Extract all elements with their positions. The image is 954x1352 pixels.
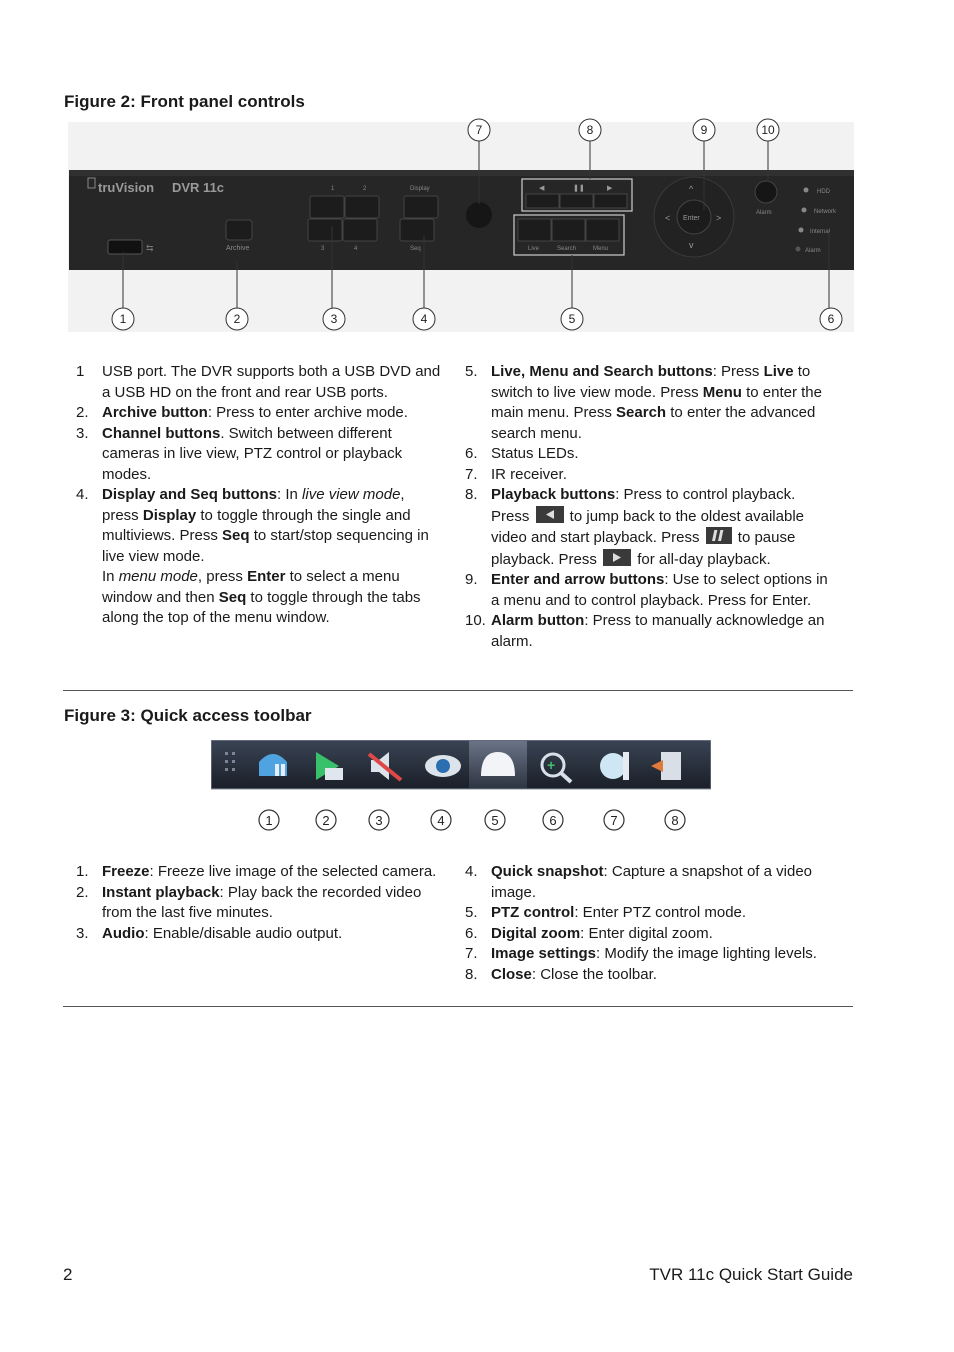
svg-text:❚❚: ❚❚ <box>573 185 585 192</box>
callout-5: 5 <box>568 312 576 326</box>
list-item: 2. Instant playback: Play back the recorded video from the last five minutes. <box>76 883 422 921</box>
svg-text:Seq: Seq <box>410 246 421 252</box>
archive-button <box>226 220 252 240</box>
brand-logo-text: truVision <box>98 180 155 195</box>
list-item: 4. Quick snapshot: Capture a snapshot of a video image. <box>465 863 813 901</box>
svg-text:v: v <box>689 240 694 250</box>
figure-2-left-list <box>76 362 444 629</box>
list-item: 10. Alarm button: Press to manually acknowledge an alarm. <box>465 612 825 650</box>
callout-9: 9 <box>700 123 708 137</box>
usb-port <box>108 240 142 254</box>
callout-1: 1 <box>119 312 127 326</box>
svg-text:2: 2 <box>363 186 367 192</box>
list-item: 2. Archive button: Press to enter archive mode. <box>76 404 408 421</box>
svg-text:Enter: Enter <box>683 215 700 222</box>
quick-access-toolbar <box>211 740 711 790</box>
list-item: 6. Digital zoom: Enter digital zoom. <box>465 924 713 942</box>
list-item: 3. Channel buttons. Switch between different cameras in live view, PTZ control or playback modes. <box>76 424 403 483</box>
callout-10: 10 <box>761 123 775 137</box>
front-panel-diagram <box>60 112 860 337</box>
svg-text:⇆: ⇆ <box>146 243 154 253</box>
list-item: 9. Enter and arrow buttons: Use to select options in a menu and to control playback. Press for Enter. <box>465 571 828 609</box>
toolbar-callout-8: 8 <box>671 813 679 828</box>
svg-text:Search: Search <box>557 246 577 252</box>
display-button <box>404 196 438 218</box>
rewind-icon <box>536 506 564 523</box>
callout-8: 8 <box>586 123 594 137</box>
channel-button-3 <box>308 219 342 241</box>
figure-2-right-list <box>465 362 837 652</box>
svg-text:Display: Display <box>410 186 430 192</box>
list-item: 6. Status LEDs. <box>465 445 579 462</box>
svg-text:◀: ◀ <box>539 185 545 192</box>
guide-title: TVR 11c Quick Start Guide <box>649 1265 853 1284</box>
svg-text:HDD: HDD <box>817 189 830 195</box>
pause-icon <box>706 527 732 544</box>
svg-text:4: 4 <box>354 246 358 252</box>
figure-3-left-list <box>76 862 444 944</box>
svg-text:>: > <box>716 213 722 223</box>
callout-2: 2 <box>233 312 241 326</box>
ir-receiver <box>466 202 492 228</box>
list-item: 7. Image settings: Modify the image lighting levels. <box>465 945 817 962</box>
channel-button-1 <box>310 196 344 218</box>
toolbar-callout-6: 6 <box>549 813 557 828</box>
list-item: 8. Close: Close the toolbar. <box>465 965 657 983</box>
svg-text:Live: Live <box>528 246 540 252</box>
channel-button-4 <box>343 219 377 241</box>
page-number: 2 <box>63 1265 73 1284</box>
list-item: 4. Display and Seq buttons: In live view mode, press Display to toggle through the single and multiviews. Press Seq to start/stop sequencing in live view mode. In menu mode, press Enter to select a menu window and then Seq to toggle through the tabs along the top of the menu window. <box>76 486 429 626</box>
toolbar-callout-4: 4 <box>437 813 445 828</box>
model-text: DVR 11c <box>172 180 225 195</box>
section-divider <box>63 1006 853 1007</box>
svg-text:Internal: Internal <box>810 229 831 235</box>
toolbar-callout-5: 5 <box>491 813 499 828</box>
list-item: 3. Audio: Enable/disable audio output. <box>76 924 343 942</box>
svg-text:Alarm: Alarm <box>756 210 772 216</box>
toolbar-callout-7: 7 <box>610 813 618 828</box>
figure-3-title: Figure 3: Quick access toolbar <box>64 706 312 725</box>
callout-7: 7 <box>475 123 483 137</box>
toolbar-callout-2: 2 <box>322 813 330 828</box>
alarm-button <box>755 181 777 203</box>
seq-button <box>400 219 434 241</box>
archive-label: Archive <box>226 245 250 252</box>
toolbar-callouts <box>250 806 700 836</box>
list-item: 5. Live, Menu and Search buttons: Press Live to switch to live view mode. Press Menu to enter the main menu. Press Search to enter the advanced search menu. <box>465 363 822 442</box>
section-divider <box>63 690 853 691</box>
list-item: 8. Playback buttons: Press to control playback. Press to jump back to the oldest available video and start playback. Press to pause playback. Press for all-day playback. <box>465 486 804 568</box>
svg-text:+: + <box>547 757 556 773</box>
list-item: 1 USB port. The DVR supports both a USB DVD and a USB HD on the front and rear USB ports. <box>76 363 441 401</box>
list-item: 5. PTZ control: Enter PTZ control mode. <box>465 904 747 921</box>
svg-text:Menu: Menu <box>593 246 609 252</box>
callout-6: 6 <box>827 312 835 326</box>
svg-text:▶: ▶ <box>607 185 613 192</box>
figure-2-title: Figure 2: Front panel controls <box>64 92 305 111</box>
toolbar-callout-1: 1 <box>265 813 273 828</box>
svg-text:<: < <box>665 213 671 223</box>
list-item: 1. Freeze: Freeze live image of the selected camera. <box>76 863 437 880</box>
list-item: 7. IR receiver. <box>465 465 567 483</box>
svg-text:1: 1 <box>331 186 335 192</box>
snapshot-icon <box>425 755 461 777</box>
callout-4: 4 <box>420 312 428 326</box>
toolbar-callout-3: 3 <box>375 813 383 828</box>
channel-button-2 <box>345 196 379 218</box>
svg-text:Alarm: Alarm <box>805 248 821 254</box>
svg-text:3: 3 <box>321 246 325 252</box>
play-icon <box>603 549 631 566</box>
svg-text:Network: Network <box>814 209 837 215</box>
svg-text:^: ^ <box>689 184 694 194</box>
figure-3-right-list <box>465 862 845 985</box>
callout-3: 3 <box>330 312 338 326</box>
